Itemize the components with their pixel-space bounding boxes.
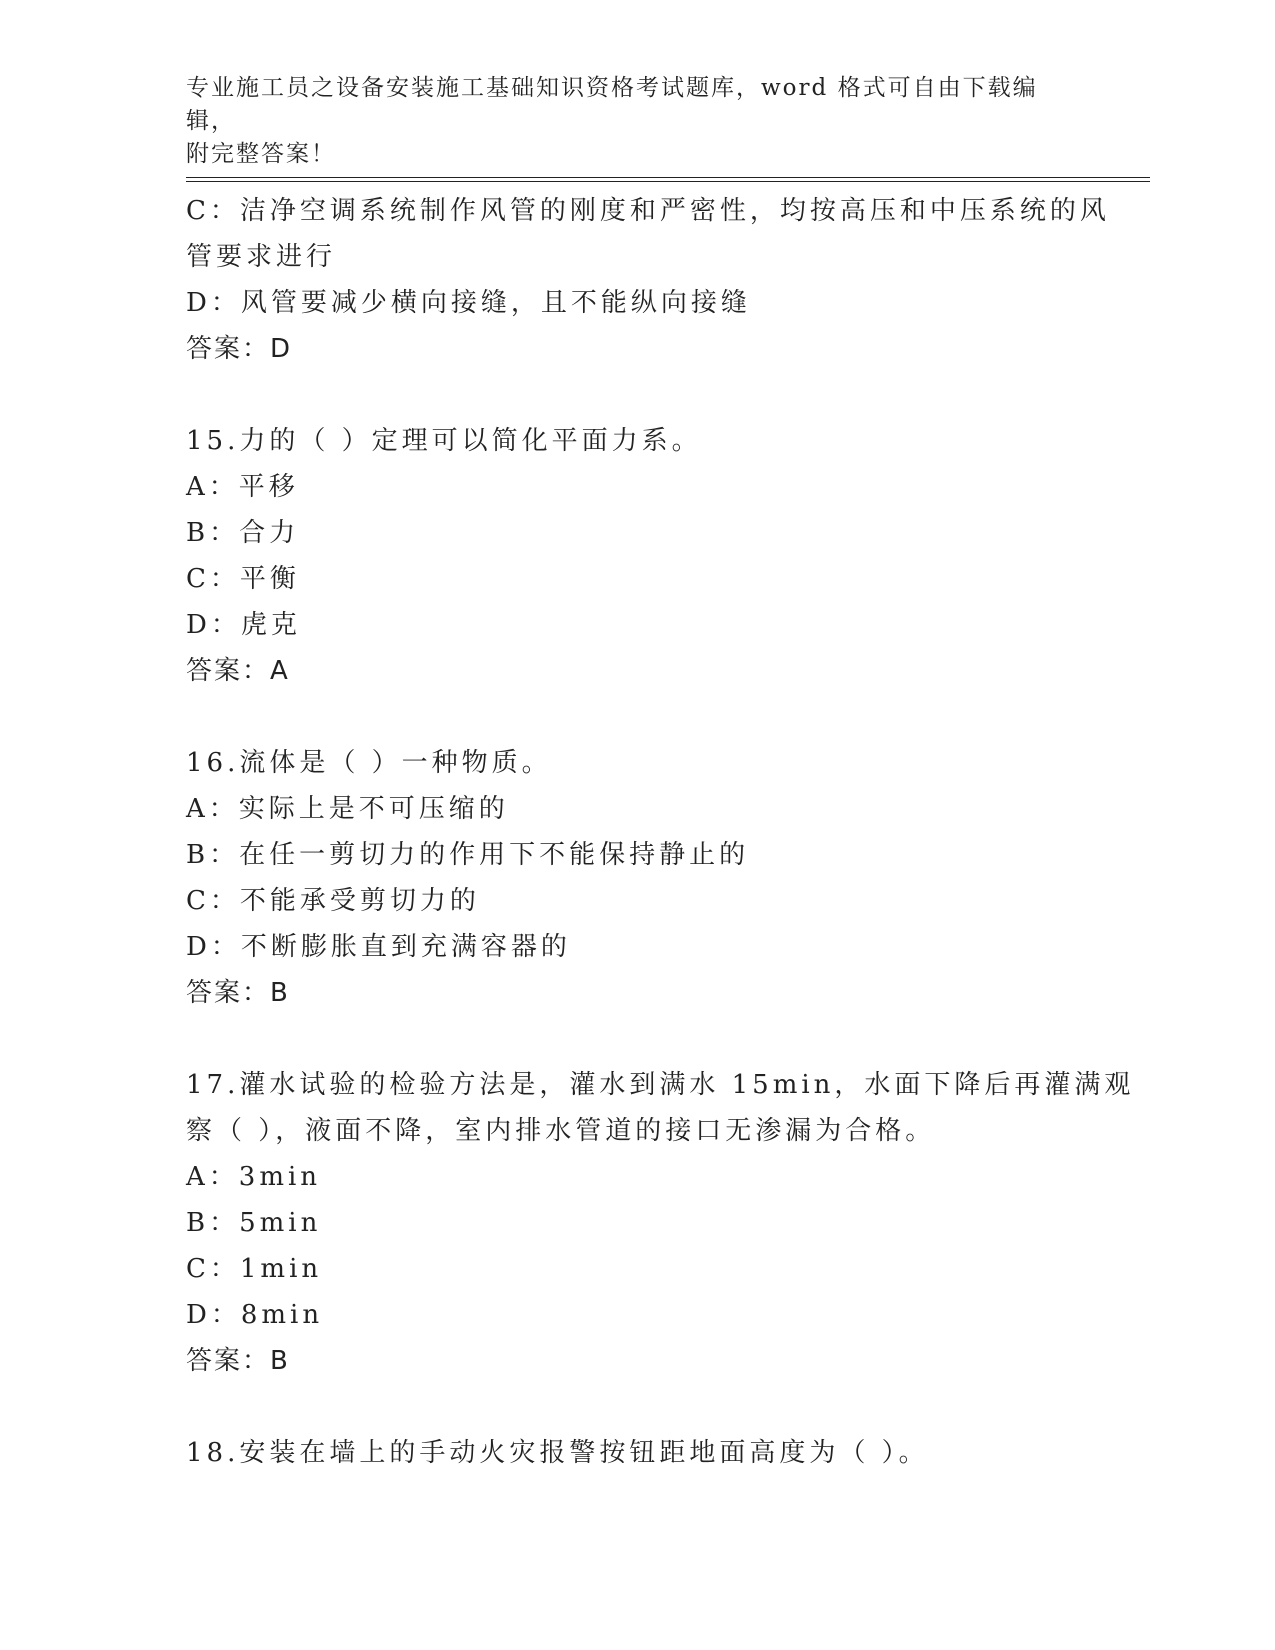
- question-stem-line-1: 17.灌水试验的检验方法是，灌水到满水 15min，水面下降后再灌满观: [186, 1070, 1135, 1100]
- question-stem: 16.流体是（ ）一种物质。: [186, 748, 552, 778]
- option-d: D：不断膨胀直到充满容器的: [186, 932, 571, 962]
- option-c: C：1min: [186, 1254, 323, 1284]
- option-d: D：虎克: [186, 610, 301, 640]
- answer: 答案：A: [186, 656, 290, 686]
- spacer: [186, 1384, 1086, 1430]
- option-d: D：风管要减少横向接缝，且不能纵向接缝: [186, 288, 751, 318]
- option-b: B：合力: [186, 518, 300, 548]
- document-header: [186, 72, 1066, 171]
- option-a: A：平移: [186, 472, 299, 502]
- answer: 答案：B: [186, 1346, 290, 1376]
- option-a: A：实际上是不可压缩的: [186, 794, 509, 824]
- option-a: A：3min: [186, 1162, 322, 1192]
- header-divider-bottom: [186, 181, 1150, 182]
- question-stem: 15.力的（ ）定理可以简化平面力系。: [186, 426, 702, 456]
- option-b: B：5min: [186, 1208, 322, 1238]
- option-b: B：在任一剪切力的作用下不能保持静止的: [186, 840, 750, 870]
- question-content: [186, 188, 1135, 1476]
- option-c: C：平衡: [186, 564, 300, 594]
- option-d: D：8min: [186, 1300, 324, 1330]
- spacer: [186, 694, 1086, 740]
- option-c-line-2: 管要求进行: [186, 242, 337, 272]
- header-line-1: 专业施工员之设备安装施工基础知识资格考试题库，word 格式可自由下载编辑，: [186, 75, 1038, 134]
- question-stem-line-2: 察（ ），液面不降，室内排水管道的接口无渗漏为合格。: [186, 1116, 936, 1146]
- header-line-2: 附完整答案！: [186, 141, 336, 167]
- question-stem: 18.安装在墙上的手动火灾报警按钮距地面高度为（ ）。: [186, 1438, 929, 1468]
- answer: 答案：D: [186, 334, 293, 364]
- option-c-line-1: C：洁净空调系统制作风管的刚度和严密性，均按高压和中压系统的风: [186, 196, 1110, 226]
- spacer: [186, 1016, 1086, 1062]
- answer: 答案：B: [186, 978, 290, 1008]
- header-divider-top: [186, 177, 1150, 178]
- option-c: C：不能承受剪切力的: [186, 886, 480, 916]
- spacer: [186, 372, 1086, 418]
